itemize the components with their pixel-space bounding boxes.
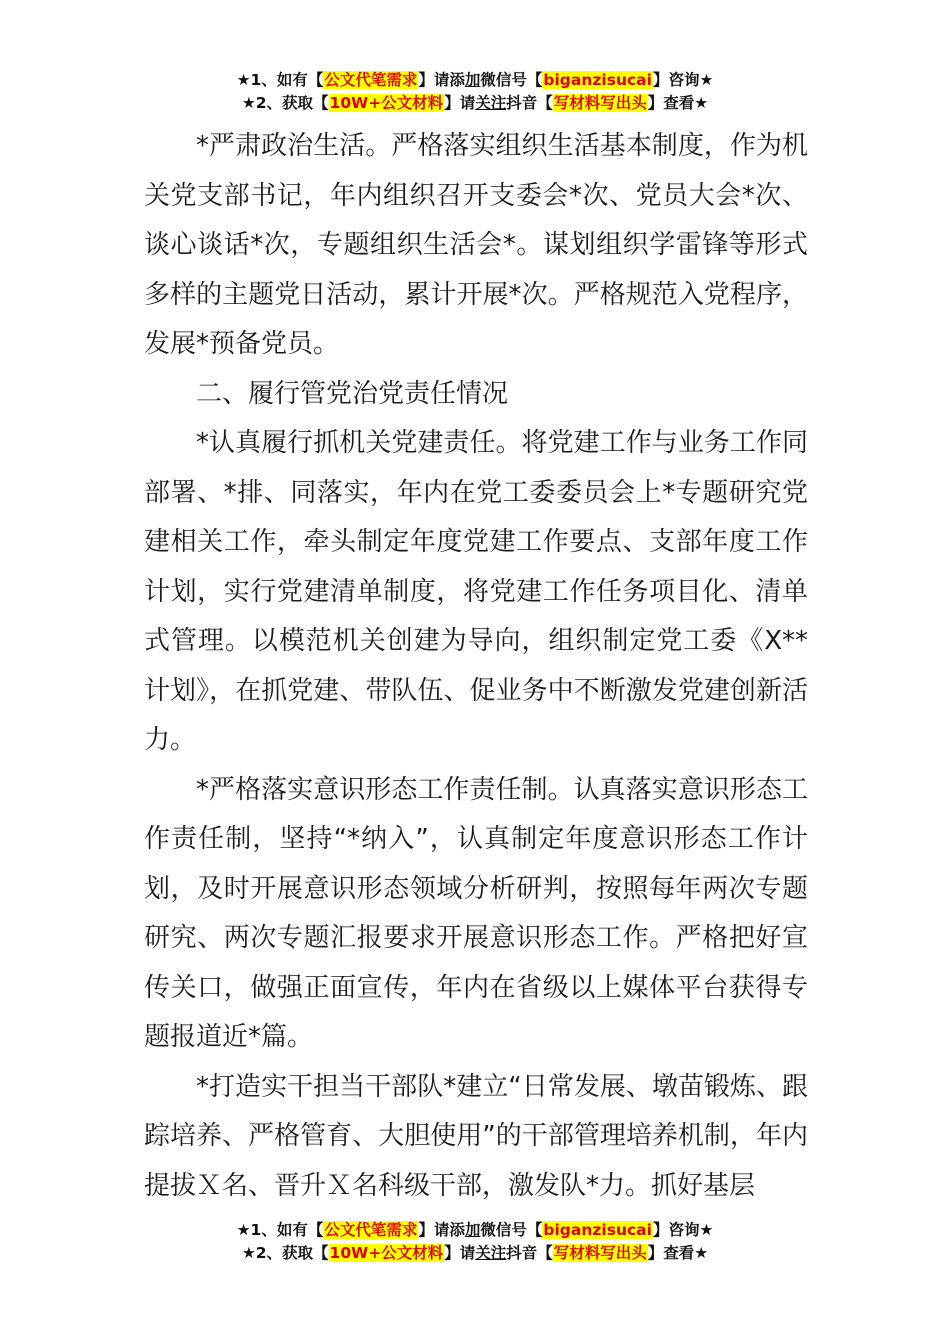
banner-text: 】请添 bbox=[418, 1221, 465, 1239]
underlined-text: 加 bbox=[464, 1221, 481, 1239]
banner-text: 】请 bbox=[444, 94, 476, 112]
highlight-text: 公文代笔需求 bbox=[324, 71, 418, 89]
highlight-text: 写材料写出头 bbox=[553, 1244, 647, 1262]
banner-text: ★2、获取【 bbox=[241, 94, 329, 112]
highlight-text: 公文代笔需求 bbox=[324, 1221, 418, 1239]
banner-text: 】咨询★ bbox=[652, 71, 714, 89]
footer-banner bbox=[0, 1219, 950, 1265]
header-banner bbox=[0, 69, 950, 115]
banner-line-1 bbox=[0, 1219, 950, 1242]
document-body bbox=[144, 122, 808, 1211]
banner-text: ★2、获取【 bbox=[241, 1244, 329, 1262]
paragraph: *严格落实意识形态工作责任制。认真落实意识形态工作责任制，坚持“*纳入”，认真制定年度意识形态工作计划，及时开展意识形态领域分析研判，按照每年两次专题研究、两次专题汇报要求开展意识形态工作。严格把好宣传关口，做强正面宣传，年内在省级以上媒体平台获得专题报道近*篇。 bbox=[144, 774, 808, 1052]
underlined-text: 关注 bbox=[475, 1244, 507, 1262]
banner-text: 抖音【 bbox=[506, 1244, 553, 1262]
paragraph: *认真履行抓机关党建责任。将党建工作与业务工作同部署、*排、同落实，年内在党工委委员会上*专题研究党建相关工作，牵头制定年度党建工作要点、支部年度工作计划，实行党建清单制度，将党建工作任务项目化、清单式管理。以模范机关创建为导向，组织制定党工委《X**计划》，在抓党建、带队伍、促业务中不断激发党建创新活力。 bbox=[144, 428, 808, 755]
banner-line-2 bbox=[0, 1242, 950, 1265]
banner-text: 微信号【 bbox=[480, 71, 543, 89]
paragraph: *严肃政治生活。严格落实组织生活基本制度，作为机关党支部书记，年内组织召开支委会*次、党员大会*次、谈心谈话*次，专题组织生活会*。谋划组织学雷锋等形式多样的主题党日活动，累计开展*次。严格规范入党程序，发展*预备党员。 bbox=[144, 131, 808, 359]
banner-text: 】咨询★ bbox=[652, 1221, 714, 1239]
section-heading: 二、履行管党治党责任情况 bbox=[196, 378, 509, 409]
banner-line-1 bbox=[0, 69, 950, 92]
paragraph: *打造实干担当干部队*建立“日常发展、墩苗锻炼、跟踪培养、严格管育、大胆使用”的干部管理培养机制，年内提拔Ｘ名、晋升Ｘ名科级干部，激发队*力。抓好基层 bbox=[144, 1071, 808, 1201]
underlined-text: 关注 bbox=[475, 94, 507, 112]
banner-text: 】查看★ bbox=[647, 94, 709, 112]
highlight-text: 写材料写出头 bbox=[553, 94, 647, 112]
highlight-text: biganzisucai bbox=[543, 1221, 652, 1239]
banner-text: 】查看★ bbox=[647, 1244, 709, 1262]
underlined-text: 加 bbox=[464, 71, 481, 89]
banner-text: 微信号【 bbox=[480, 1221, 543, 1239]
banner-text: 】请 bbox=[444, 1244, 476, 1262]
banner-text: 抖音【 bbox=[506, 94, 553, 112]
highlight-text: biganzisucai bbox=[543, 71, 652, 89]
banner-text: ★1、如有【 bbox=[236, 1221, 324, 1239]
highlight-text: 10W+公文材料 bbox=[329, 1244, 444, 1262]
banner-text: ★1、如有【 bbox=[236, 71, 324, 89]
banner-line-2 bbox=[0, 92, 950, 115]
banner-text: 】请添 bbox=[418, 71, 465, 89]
highlight-text: 10W+公文材料 bbox=[329, 94, 444, 112]
